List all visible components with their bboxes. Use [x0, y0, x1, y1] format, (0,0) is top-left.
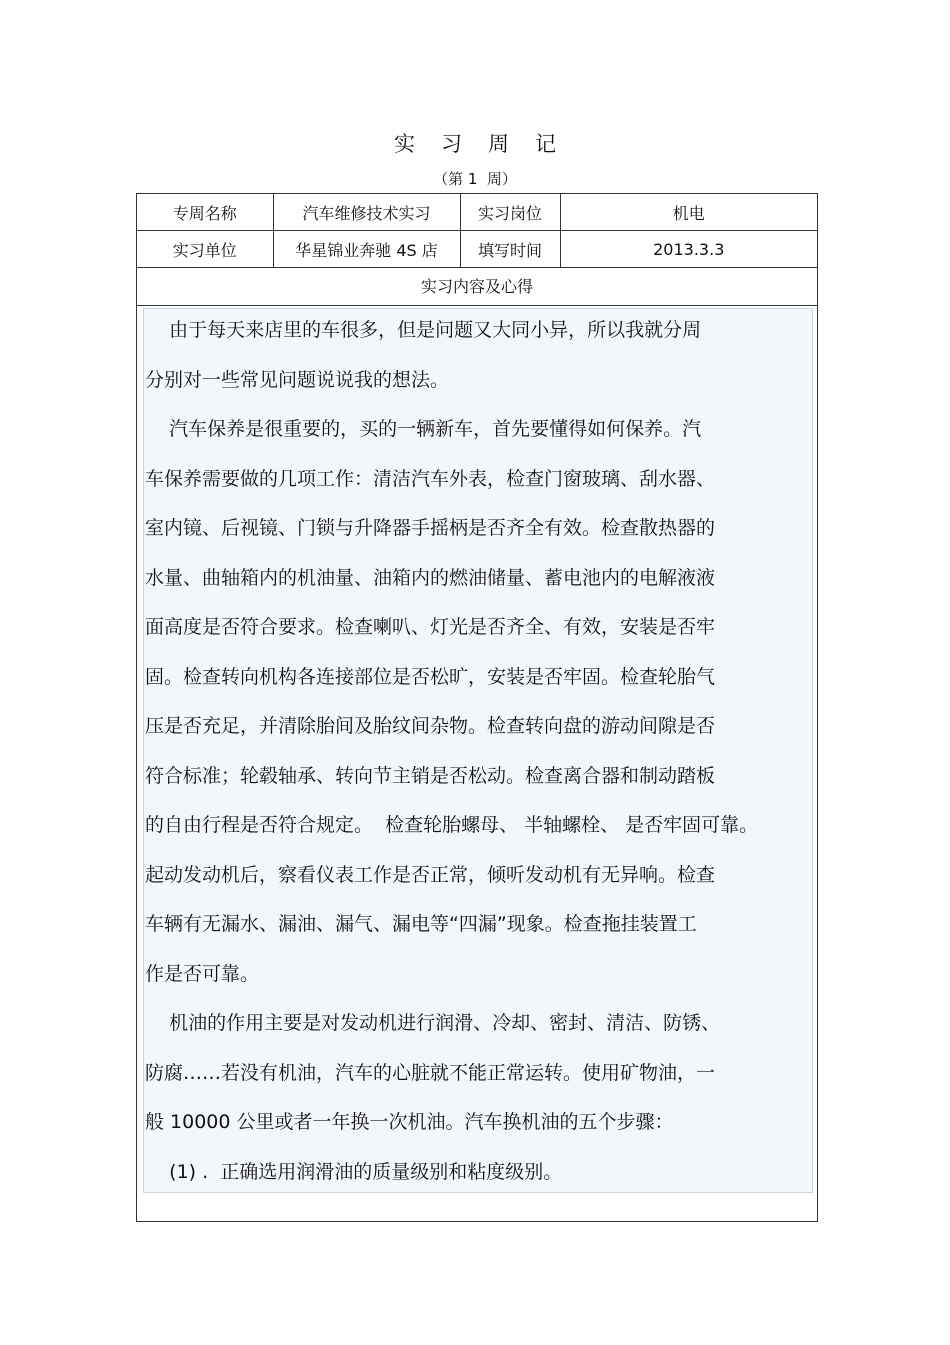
- body-line: 防腐……若没有机油，汽车的心脏就不能正常运转。使用矿物油，一: [145, 1061, 716, 1084]
- body-line: 符合标准；轮毂轴承、转向节主销是否松动。检查离合器和制动踏板: [145, 764, 716, 787]
- body-line: 由于每天来店里的车很多，但是问题又大同小异，所以我就分周: [145, 319, 702, 341]
- journal-form: [136, 193, 818, 1222]
- value-company: 华星锦业奔驰 4S 店: [273, 231, 460, 268]
- body-line: 压是否充足，并清除胎间及胎纹间杂物。检查转向盘的游动间隙是否: [145, 715, 716, 737]
- body-line: 室内镜、后视镜、门锁与升降器手摇柄是否齐全有效。检查散热器的: [145, 517, 716, 539]
- body-line: 般 10000 公里或者一年换一次机油。汽车换机油的五个步骤：: [145, 1111, 674, 1133]
- value-fill-date: 2013.3.3: [560, 231, 817, 268]
- label-position: 实习岗位: [460, 194, 560, 231]
- body-line: 机油的作用主要是对发动机进行润滑、冷却、密封、清洁、防锈、: [145, 1012, 721, 1034]
- table-row: [137, 194, 817, 231]
- page-title: 实习周记: [394, 132, 582, 156]
- section-heading: 实习内容及心得: [137, 268, 817, 306]
- body-line: 车辆有无漏水、漏油、漏气、漏电等“四漏”现象。检查拖挂装置工: [145, 913, 697, 935]
- body-line: 车保养需要做的几项工作：清洁汽车外表，检查门窗玻璃、刮水器、: [145, 467, 716, 490]
- body-line: 固。检查转向机构各连接部位是否松旷，安装是否牢固。检查轮胎气: [145, 665, 716, 688]
- week-number: （第 1 周）: [433, 170, 517, 188]
- label-course-name: 专周名称: [137, 194, 273, 231]
- value-course-name: 汽车维修技术实习: [273, 194, 460, 231]
- body-line: (1) . 正确选用润滑油的质量级别和粘度级别。: [145, 1160, 563, 1183]
- label-company: 实习单位: [137, 231, 273, 268]
- info-table: [137, 194, 817, 268]
- body-line: 面高度是否符合要求。检查喇叭、灯光是否齐全、有效，安装是否牢: [145, 616, 716, 638]
- body-line: 汽车保养是很重要的，买的一辆新车，首先要懂得如何保养。汽: [145, 418, 702, 440]
- body-line: 的自由行程是否符合规定。 检查轮胎螺母、 半轴螺栓、 是否牢固可靠。: [145, 814, 759, 836]
- body-line: 水量、曲轴箱内的机油量、油箱内的燃油储量、蓄电池内的电解液液: [145, 566, 716, 589]
- body-line: 分别对一些常见问题说说我的想法。: [145, 368, 450, 391]
- label-fill-date: 填写时间: [460, 231, 560, 268]
- table-row: [137, 231, 817, 268]
- value-position: 机电: [560, 194, 817, 231]
- body-line: 作是否可靠。: [145, 962, 260, 985]
- body-line: 起动发动机后，察看仪表工作是否正常，倾听发动机有无异响。检查: [145, 863, 716, 886]
